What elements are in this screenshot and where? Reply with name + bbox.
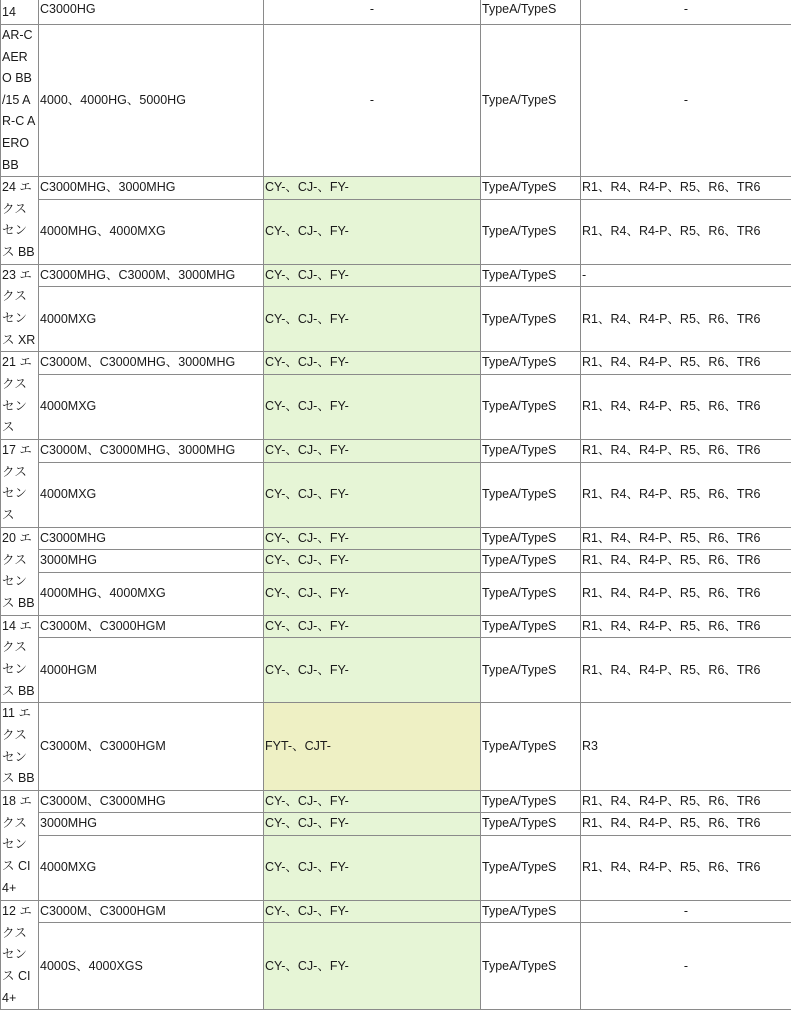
table-row bbox=[1, 264, 791, 287]
ring-cell: R1、R4、R4-P、R5、R6、TR6 bbox=[581, 572, 791, 615]
table-row bbox=[1, 835, 791, 900]
reel-name: AR-C AERO BB /15 AR-C AERO BB bbox=[1, 25, 39, 177]
ring-cell: R1、R4、R4-P、R5、R6、TR6 bbox=[581, 615, 791, 638]
type-cell: TypeA/TypeS bbox=[481, 527, 581, 550]
ring-cell: - bbox=[581, 264, 791, 287]
thread-cell: CY-、CJ-、FY- bbox=[264, 287, 481, 352]
thread-cell: CY-、CJ-、FY- bbox=[264, 527, 481, 550]
thread-cell: CY-、CJ-、FY- bbox=[264, 462, 481, 527]
model-cell: 4000、4000HG、5000HG bbox=[39, 25, 264, 177]
type-cell: TypeA/TypeS bbox=[481, 572, 581, 615]
thread-cell: CY-、CJ-、FY- bbox=[264, 900, 481, 923]
thread-cell: FYT-、CJT- bbox=[264, 703, 481, 790]
ring-cell: - bbox=[581, 25, 791, 177]
reel-name: 24 エクスセンス BB bbox=[1, 177, 39, 265]
thread-cell: CY-、CJ-、FY- bbox=[264, 352, 481, 375]
thread-cell: - bbox=[264, 25, 481, 177]
ring-cell: R1、R4、R4-P、R5、R6、TR6 bbox=[581, 199, 791, 264]
table-row bbox=[1, 923, 791, 1010]
reel-name: 21 エクスセンス bbox=[1, 352, 39, 440]
ring-cell: R1、R4、R4-P、R5、R6、TR6 bbox=[581, 835, 791, 900]
table-row bbox=[1, 177, 791, 200]
ring-cell: R1、R4、R4-P、R5、R6、TR6 bbox=[581, 374, 791, 439]
reel-name: 11 エクスセンス BB bbox=[1, 703, 39, 790]
model-cell: C3000M、C3000HGM bbox=[39, 900, 264, 923]
model-cell: 3000MHG bbox=[39, 550, 264, 573]
table-row bbox=[1, 462, 791, 527]
table-row bbox=[1, 0, 791, 25]
thread-cell: CY-、CJ-、FY- bbox=[264, 199, 481, 264]
model-cell: 4000MXG bbox=[39, 462, 264, 527]
ring-cell: R1、R4、R4-P、R5、R6、TR6 bbox=[581, 790, 791, 813]
thread-cell: - bbox=[264, 0, 481, 25]
table-row bbox=[1, 287, 791, 352]
model-cell: 4000HGM bbox=[39, 638, 264, 703]
type-cell: TypeA/TypeS bbox=[481, 835, 581, 900]
reel-name: 23 エクスセンス XR bbox=[1, 264, 39, 352]
table-row bbox=[1, 550, 791, 573]
type-cell: TypeA/TypeS bbox=[481, 264, 581, 287]
ring-cell: R1、R4、R4-P、R5、R6、TR6 bbox=[581, 813, 791, 836]
table-row bbox=[1, 813, 791, 836]
type-cell: TypeA/TypeS bbox=[481, 615, 581, 638]
type-cell: TypeA/TypeS bbox=[481, 900, 581, 923]
model-cell: 4000MXG bbox=[39, 287, 264, 352]
table-row bbox=[1, 638, 791, 703]
ring-cell: R1、R4、R4-P、R5、R6、TR6 bbox=[581, 638, 791, 703]
model-cell: C3000MHG bbox=[39, 527, 264, 550]
type-cell: TypeA/TypeS bbox=[481, 703, 581, 790]
type-cell: TypeA/TypeS bbox=[481, 923, 581, 1010]
table-row bbox=[1, 703, 791, 790]
table-row bbox=[1, 352, 791, 375]
type-cell: TypeA/TypeS bbox=[481, 352, 581, 375]
ring-cell: R1、R4、R4-P、R5、R6、TR6 bbox=[581, 287, 791, 352]
ring-cell: - bbox=[581, 900, 791, 923]
table-row bbox=[1, 572, 791, 615]
model-cell: 4000S、4000XGS bbox=[39, 923, 264, 1010]
reel-name: 18 エクスセンス CI4+ bbox=[1, 790, 39, 900]
table-row bbox=[1, 615, 791, 638]
table-row bbox=[1, 900, 791, 923]
type-cell: TypeA/TypeS bbox=[481, 550, 581, 573]
model-cell: C3000M、C3000MHG、3000MHG bbox=[39, 439, 264, 462]
model-cell: 4000MXG bbox=[39, 374, 264, 439]
type-cell: TypeA/TypeS bbox=[481, 813, 581, 836]
model-cell: 4000MXG bbox=[39, 835, 264, 900]
type-cell: TypeA/TypeS bbox=[481, 25, 581, 177]
reel-name: 17 エクスセンス bbox=[1, 439, 39, 527]
thread-cell: CY-、CJ-、FY- bbox=[264, 923, 481, 1010]
reel-name: 20 エクスセンス BB bbox=[1, 527, 39, 615]
model-cell: C3000HG bbox=[39, 0, 264, 25]
model-cell: 3000MHG bbox=[39, 813, 264, 836]
reel-name: 14 bbox=[1, 0, 39, 25]
type-cell: TypeA/TypeS bbox=[481, 0, 581, 25]
ring-cell: - bbox=[581, 923, 791, 1010]
model-cell: C3000MHG、C3000M、3000MHG bbox=[39, 264, 264, 287]
ring-cell: R1、R4、R4-P、R5、R6、TR6 bbox=[581, 177, 791, 200]
type-cell: TypeA/TypeS bbox=[481, 462, 581, 527]
ring-cell: R3 bbox=[581, 703, 791, 790]
ring-cell: R1、R4、R4-P、R5、R6、TR6 bbox=[581, 550, 791, 573]
ring-cell: R1、R4、R4-P、R5、R6、TR6 bbox=[581, 527, 791, 550]
thread-cell: CY-、CJ-、FY- bbox=[264, 264, 481, 287]
table-row bbox=[1, 374, 791, 439]
type-cell: TypeA/TypeS bbox=[481, 177, 581, 200]
ring-cell: R1、R4、R4-P、R5、R6、TR6 bbox=[581, 352, 791, 375]
table-row bbox=[1, 527, 791, 550]
model-cell: C3000MHG、3000MHG bbox=[39, 177, 264, 200]
model-cell: C3000M、C3000MHG bbox=[39, 790, 264, 813]
ring-cell: - bbox=[581, 0, 791, 25]
model-cell: C3000M、C3000MHG、3000MHG bbox=[39, 352, 264, 375]
thread-cell: CY-、CJ-、FY- bbox=[264, 177, 481, 200]
thread-cell: CY-、CJ-、FY- bbox=[264, 439, 481, 462]
table-row bbox=[1, 25, 791, 177]
type-cell: TypeA/TypeS bbox=[481, 638, 581, 703]
type-cell: TypeA/TypeS bbox=[481, 199, 581, 264]
thread-cell: CY-、CJ-、FY- bbox=[264, 374, 481, 439]
type-cell: TypeA/TypeS bbox=[481, 287, 581, 352]
model-cell: C3000M、C3000HGM bbox=[39, 615, 264, 638]
model-cell: 4000MHG、4000MXG bbox=[39, 199, 264, 264]
table-row bbox=[1, 790, 791, 813]
ring-cell: R1、R4、R4-P、R5、R6、TR6 bbox=[581, 462, 791, 527]
thread-cell: CY-、CJ-、FY- bbox=[264, 790, 481, 813]
model-cell: C3000M、C3000HGM bbox=[39, 703, 264, 790]
thread-cell: CY-、CJ-、FY- bbox=[264, 550, 481, 573]
reel-name: 12 エクスセンス CI4+ bbox=[1, 900, 39, 1010]
thread-cell: CY-、CJ-、FY- bbox=[264, 638, 481, 703]
table-row bbox=[1, 439, 791, 462]
type-cell: TypeA/TypeS bbox=[481, 439, 581, 462]
thread-cell: CY-、CJ-、FY- bbox=[264, 572, 481, 615]
table-row bbox=[1, 199, 791, 264]
model-cell: 4000MHG、4000MXG bbox=[39, 572, 264, 615]
thread-cell: CY-、CJ-、FY- bbox=[264, 813, 481, 836]
thread-cell: CY-、CJ-、FY- bbox=[264, 615, 481, 638]
type-cell: TypeA/TypeS bbox=[481, 790, 581, 813]
type-cell: TypeA/TypeS bbox=[481, 374, 581, 439]
reel-name: 14 エクスセンス BB bbox=[1, 615, 39, 703]
thread-cell: CY-、CJ-、FY- bbox=[264, 835, 481, 900]
ring-cell: R1、R4、R4-P、R5、R6、TR6 bbox=[581, 439, 791, 462]
